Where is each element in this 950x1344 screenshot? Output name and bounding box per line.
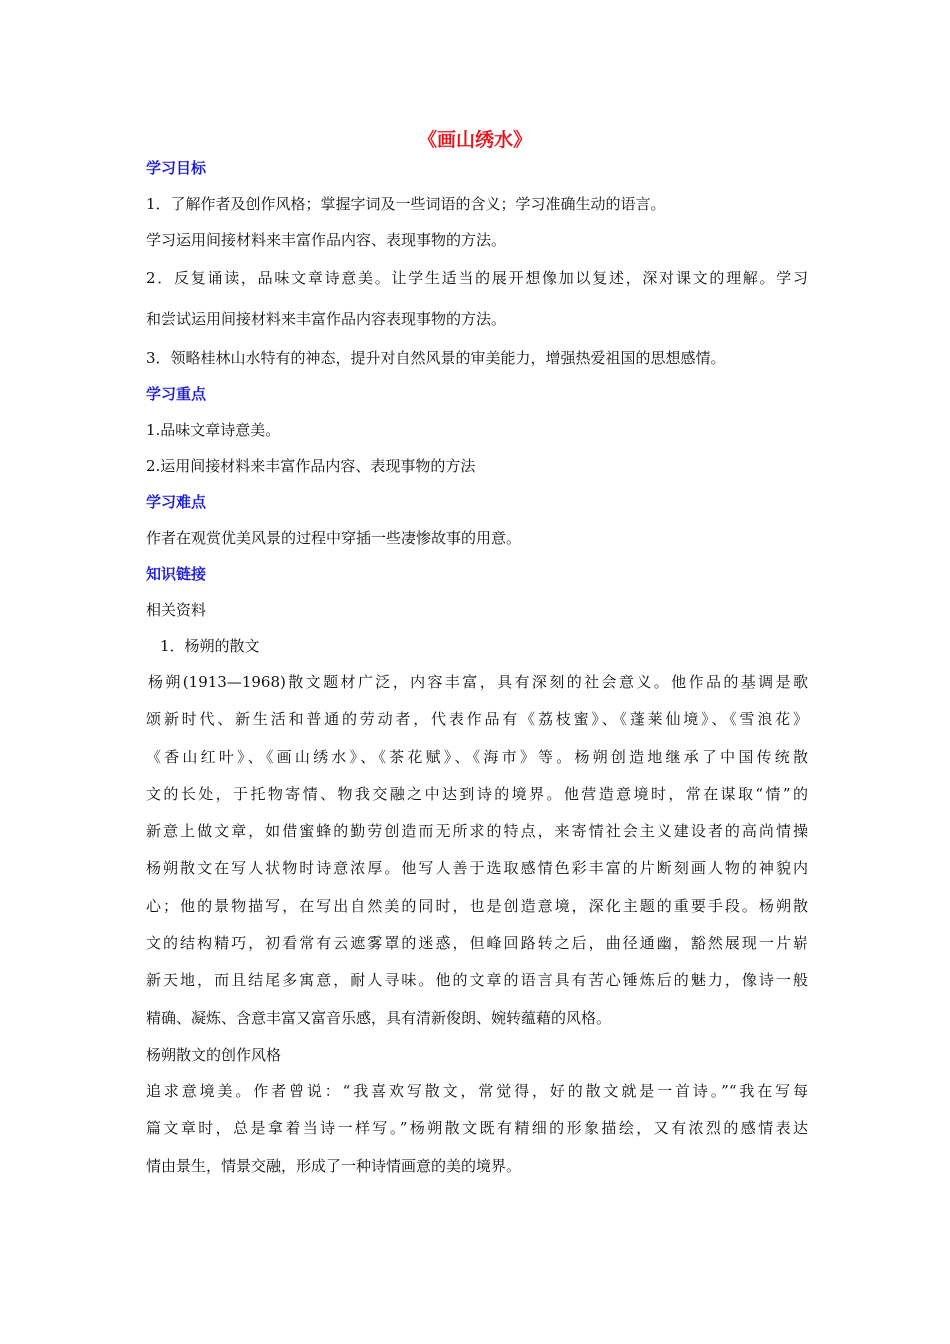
section-heading-difficulties: 学习难点 [146,493,207,511]
subheading-related-materials: 相关资料 [146,601,207,619]
paragraph-line: 新天地，而且结尾多寓意，耐人寻味。他的文章的语言具有苦心锤炼后的魅力，像诗一般 [146,971,808,990]
objective-line: 3．领略桂林山水特有的神态，提升对自然风景的审美能力，增强热爱祖国的思想感情。 [146,349,726,367]
document-title: 《画山绣水》 [417,129,532,151]
document-body [146,150,808,1185]
section-heading-key-points: 学习重点 [146,385,207,403]
paragraph-line: 文的长处，于托物寄情、物我交融之中达到诗的境界。他营造意境时，常在谋取“情”的 [146,784,808,803]
objective-line: 1．了解作者及创作风格；掌握字词及一些词语的含义；学习准确生动的语言。 [146,195,666,213]
objective-line: 学习运用间接材料来丰富作品内容、表现事物的方法。 [146,231,507,249]
paragraph-line: 心；他的景物描写，在写出自然美的同时，也是创造意境，深化主题的重要手段。杨朔散 [146,896,808,915]
objective-line: 2．反复诵读，品味文章诗意美。让学生适当的展开想像加以复述，深对课文的理解。学习 [146,269,808,287]
key-point-line: 2.运用间接材料来丰富作品内容、表现事物的方法 [146,457,476,475]
subheading-yang-shuo-prose: 1．杨朔的散文 [160,637,260,655]
paragraph-line: 《香山红叶》、《画山绣水》、《茶花赋》、《海市》等。杨朔创造地继承了中国传统散 [146,747,808,766]
objective-line: 和尝试运用间接材料来丰富作品内容表现事物的方法。 [146,310,507,328]
paragraph-line: 杨朔散文在写人状物时诗意浓厚。他写人善于选取感情色彩丰富的片断刻画人物的神貌内 [146,859,808,878]
paragraph-line: 精确、凝炼、含意丰富又富音乐感，具有清新俊朗、婉转蕴藉的风格。 [146,1008,612,1027]
paragraph-line: 颂新时代、新生活和普通的劳动者，代表作品有《荔枝蜜》、《蓬莱仙境》、《雪浪花》 [146,710,808,729]
style-paragraph-line: 篇文章时，总是拿着当诗一样写。”杨朔散文既有精细的形象描绘，又有浓烈的感情表达 [146,1119,808,1138]
style-paragraph-line: 情由景生，情景交融，形成了一种诗情画意的美的境界。 [146,1156,522,1175]
paragraph-line: 杨朔(1913—1968)散文题材广泛，内容丰富，具有深刻的社会意义。他作品的基调是歌 [148,673,808,691]
section-heading-knowledge: 知识链接 [146,565,207,583]
paragraph-line: 新意上做文章，如借蜜蜂的勤劳创造而无所求的特点，来寄情社会主义建设者的高尚情操 [146,822,808,841]
difficulty-line: 作者在观赏优美风景的过程中穿插一些凄惨故事的用意。 [146,529,522,547]
paragraph-line: 文的结构精巧，初看常有云遮雾罩的迷惑，但峰回路转之后，曲径通幽，豁然展现一片崭 [146,934,808,953]
style-paragraph-line: 追求意境美。作者曾说：“我喜欢写散文，常觉得，好的散文就是一首诗。”“我在写每 [146,1081,808,1100]
key-point-line: 1.品味文章诗意美。 [146,421,281,439]
section-heading-objectives: 学习目标 [146,159,207,177]
subheading-creation-style: 杨朔散文的创作风格 [146,1045,282,1064]
